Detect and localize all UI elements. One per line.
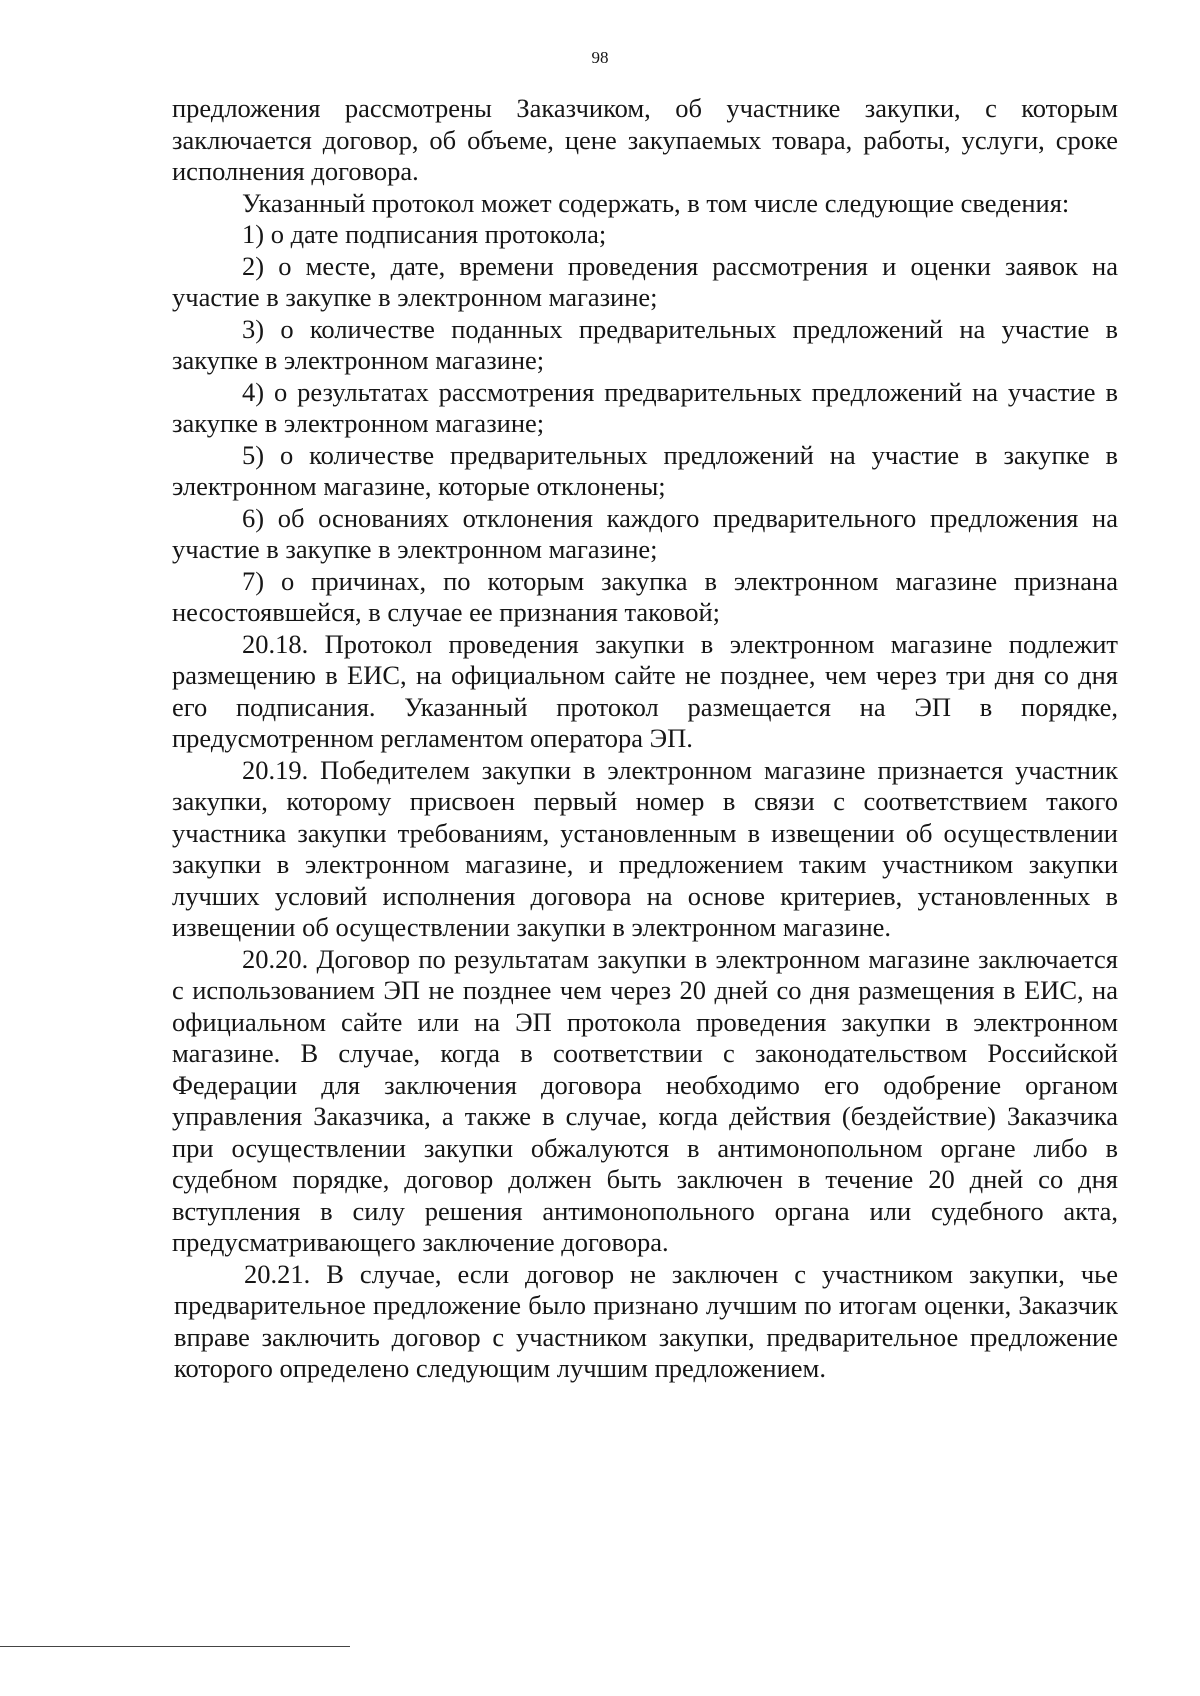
list-item-5: 5) о количестве предварительных предложений на участие в закупке в электронном магазине, которые отклонены;	[172, 439, 1118, 501]
footer-divider	[0, 1646, 350, 1647]
list-item-7: 7) о причинах, по которым закупка в электронном магазине признана несостоявшейся, в случае ее признания таковой;	[172, 565, 1118, 627]
section-20-20: 20.20. Договор по результатам закупки в электронном магазине заключается с использованием ЭП не позднее чем через 20 дней со дня размещения в ЕИС, на официальном сайте или на ЭП протокола проведения закупки в электронном магазине. В случае, когда в соответствии с законодательством Российской Федерации для заключения договора необходимо его одобрение органом управления Заказчика, а также в случае, когда действия (бездействие) Заказчика при осуществлении закупки обжалуются в антимонопольном органе либо в судебном порядке, договор должен быть заключен в течение 20 дней со дня вступления в силу решения антимонопольного органа или судебного акта, предусматривающего заключение договора.	[172, 943, 1118, 1257]
list-item-6: 6) об основаниях отклонения каждого предварительного предложения на участие в закупке в электронном магазине;	[172, 502, 1118, 564]
section-20-21: 20.21. В случае, если договор не заключен с участником закупки, чье предварительное предложение было признано лучшим по итогам оценки, Заказчик вправе заключить договор с участником закупки, предварительное предложение которого определено следующим лучшим предложением.	[174, 1258, 1118, 1383]
list-item-3: 3) о количестве поданных предварительных предложений на участие в закупке в электронном магазине;	[172, 313, 1118, 375]
list-item-2: 2) о месте, дате, времени проведения рассмотрения и оценки заявок на участие в закупке в электронном магазине;	[172, 250, 1118, 312]
section-20-19: 20.19. Победителем закупки в электронном магазине признается участник закупки, которому присвоен первый номер в связи с соответствием такого участника закупки требованиям, установленным в извещении об осуществлении закупки в электронном магазине, и предложением таким участником закупки лучших условий исполнения договора на основе критериев, установленных в извещении об осуществлении закупки в электронном магазине.	[172, 754, 1118, 942]
paragraph-continuation: предложения рассмотрены Заказчиком, об участнике закупки, с которым заключается договор, об объеме, цене закупаемых товара, работы, услуги, сроке исполнения договора.	[172, 93, 1118, 186]
section-20-18: 20.18. Протокол проведения закупки в электронном магазине подлежит размещению в ЕИС, на официальном сайте не позднее, чем через три дня со дня его подписания. Указанный протокол размещается на ЭП в порядке, предусмотренном регламентом оператора ЭП.	[172, 628, 1118, 753]
list-item-4: 4) о результатах рассмотрения предварительных предложений на участие в закупке в электронном магазине;	[172, 376, 1118, 438]
document-body	[172, 93, 1118, 1385]
list-item-1: 1) о дате подписания протокола;	[242, 219, 607, 249]
paragraph-protocol-contents: Указанный протокол может содержать, в том числе следующие сведения:	[242, 187, 1070, 218]
page-number: 98	[591, 48, 609, 67]
